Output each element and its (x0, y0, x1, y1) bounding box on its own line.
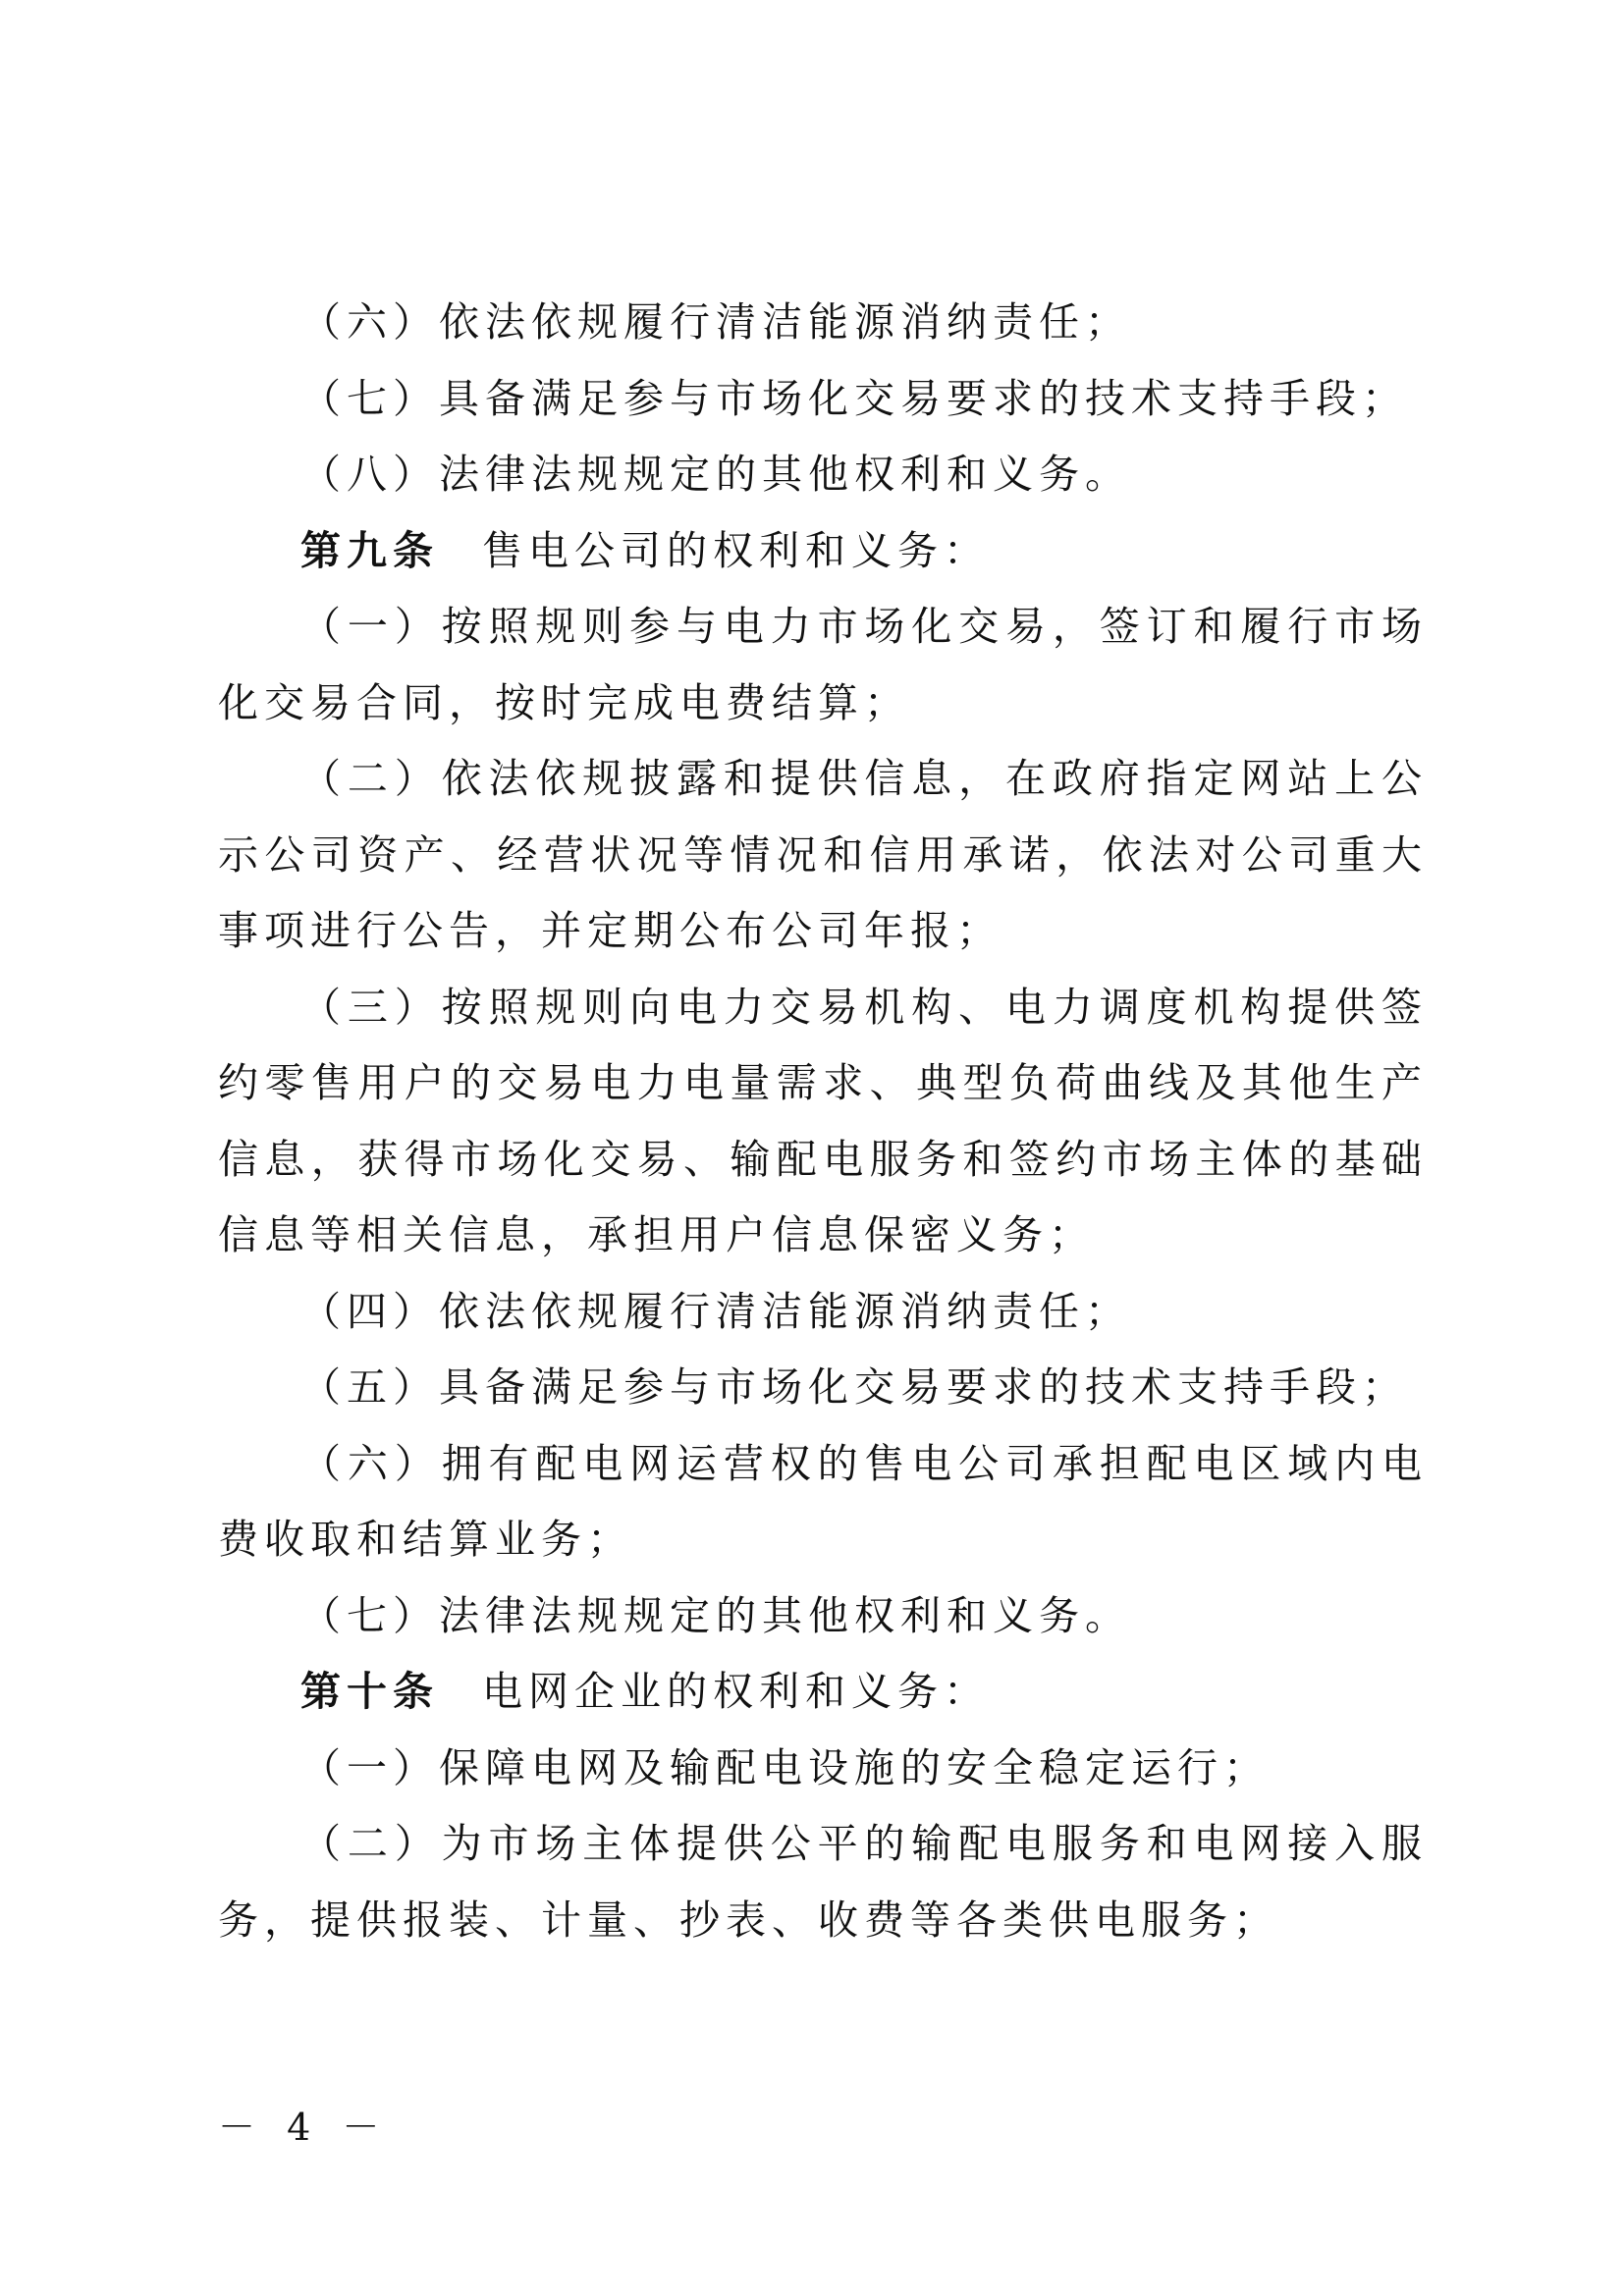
paragraph (218, 1274, 1428, 1351)
paragraph (218, 1350, 1428, 1426)
paragraph-text: （六）依法依规履行清洁能源消纳责任； (300, 298, 1131, 346)
paragraph (218, 1806, 1428, 1958)
article-heading: 第十条 (300, 1668, 439, 1715)
paragraph (218, 589, 1428, 741)
paragraph (218, 741, 1428, 970)
paragraph-text: （一）按照规则参与电力市场化交易，签订和履行市场化交易合同，按时完成电费结算； (218, 603, 1428, 726)
paragraph-text: （六）拥有配电网运营权的售电公司承担配电区域内电费收取和结算业务； (218, 1439, 1428, 1563)
paragraph (218, 970, 1428, 1274)
paragraph-text: （八）法律法规规定的其他权利和义务。 (300, 451, 1131, 498)
paragraph (218, 1426, 1428, 1578)
paragraph (218, 285, 1428, 361)
paragraph-text: （七）法律法规规定的其他权利和义务。 (300, 1591, 1131, 1639)
page-number: － 4 － (218, 2106, 390, 2149)
paragraph-text: （七）具备满足参与市场化交易要求的技术支持手段； (300, 374, 1408, 422)
paragraph (218, 437, 1428, 513)
paragraph-text: （四）依法依规履行清洁能源消纳责任； (300, 1287, 1131, 1335)
document-body (218, 285, 1428, 1958)
paragraph-text: （二）依法依规披露和提供信息，在政府指定网站上公示公司资产、经营状况等情况和信用承诺，依法对公司重大事项进行公告，并定期公布公司年报； (218, 755, 1428, 954)
article-heading: 第九条 (300, 526, 439, 574)
paragraph-text: （三）按照规则向电力交易机构、电力调度机构提供签约零售用户的交易电力电量需求、典型负荷曲线及其他生产信息，获得市场化交易、输配电服务和签约市场主体的基础信息等相关信息，承担用户信息保密义务； (218, 983, 1428, 1258)
article-paragraph (218, 513, 1428, 590)
paragraph-text: （一）保障电网及输配电设施的安全稳定运行； (300, 1743, 1270, 1791)
paragraph-text: （二）为市场主体提供公平的输配电服务和电网接入服务，提供报装、计量、抄表、收费等各类供电服务； (218, 1820, 1428, 1944)
paragraph (218, 1731, 1428, 1807)
paragraph-text: （五）具备满足参与市场化交易要求的技术支持手段； (300, 1363, 1408, 1411)
paragraph (218, 1578, 1428, 1655)
paragraph-text: 电网企业的权利和义务： (482, 1668, 990, 1715)
article-paragraph (218, 1654, 1428, 1731)
paragraph (218, 361, 1428, 438)
paragraph-text: 售电公司的权利和义务： (482, 526, 990, 574)
